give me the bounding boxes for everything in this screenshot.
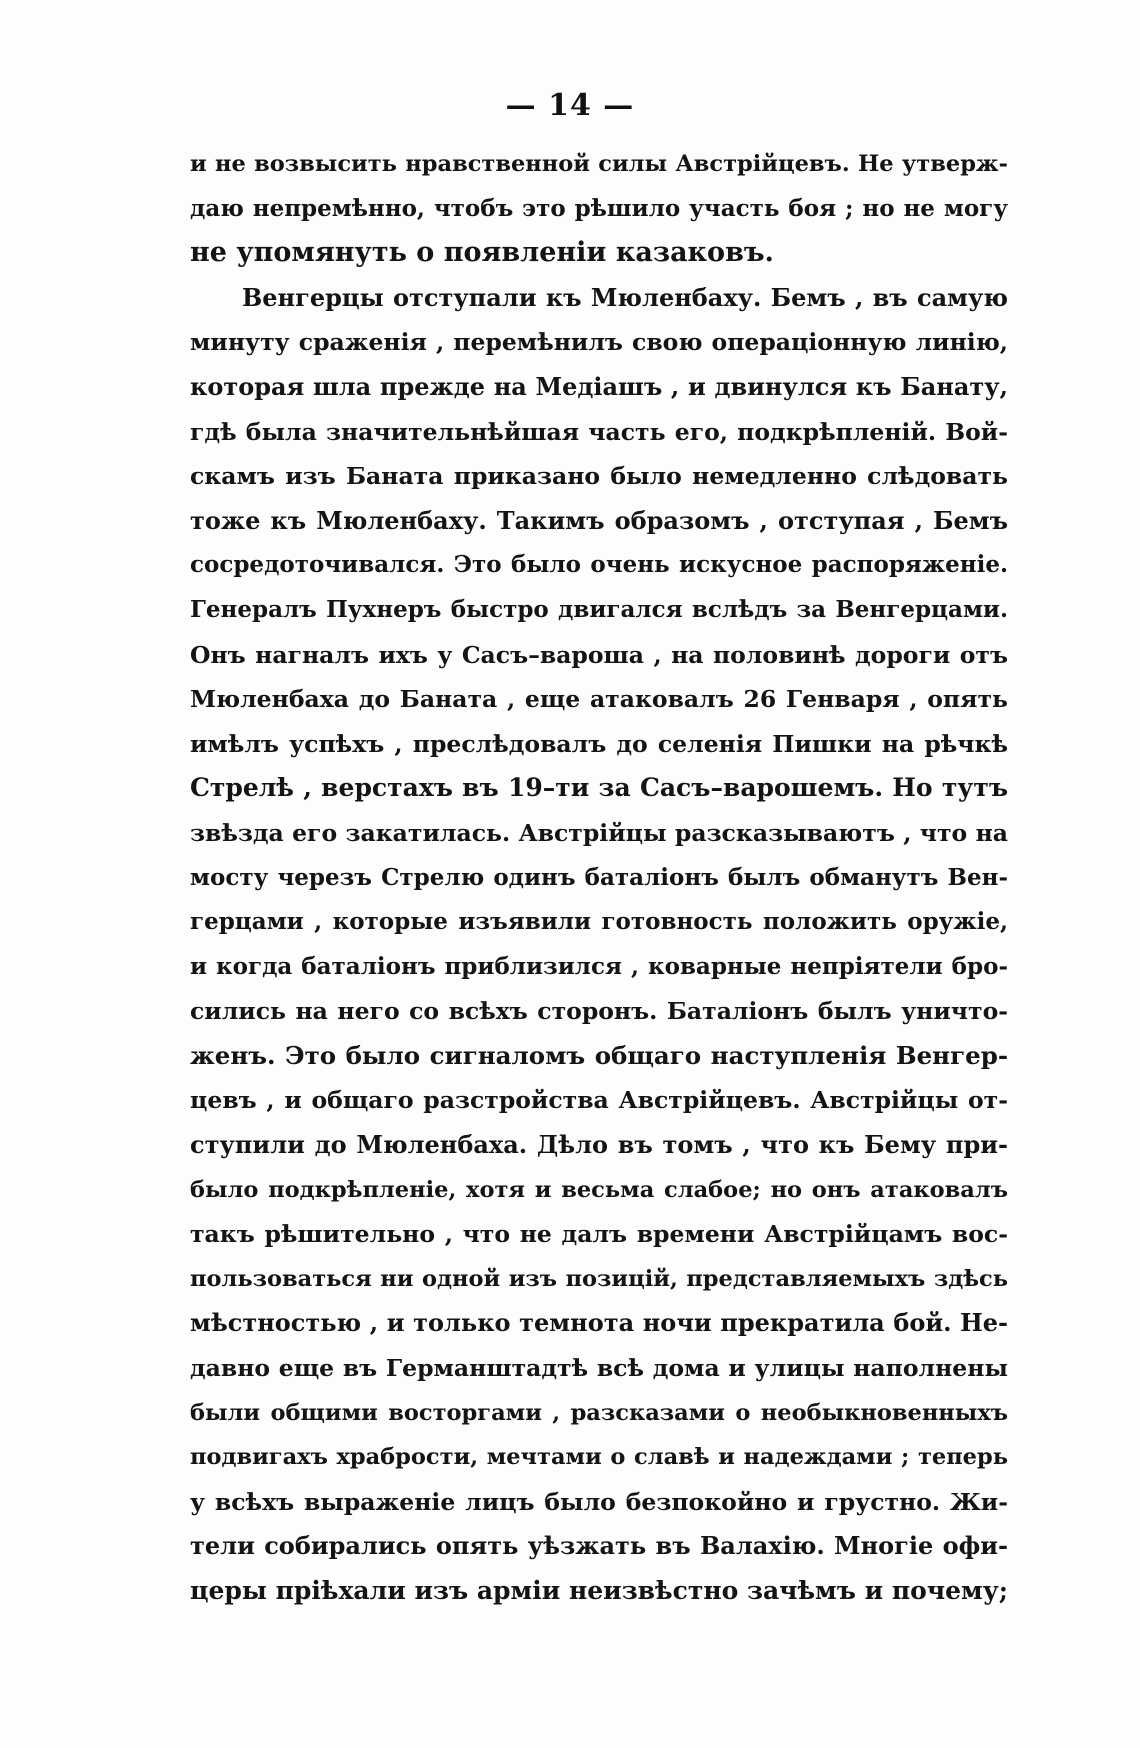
text-line: Генералъ Пухнеръ быстро двигался вслѣдъ за Венгерцами. (190, 595, 1008, 623)
text-line: тели собирались опять уѣзжать въ Валахію. Многіе офи- (190, 1531, 1008, 1561)
page-number: — 14 — (505, 88, 635, 123)
text-line: подвигахъ храбрости, мечтами о славѣ и надеждами ; теперь (190, 1444, 1008, 1471)
text-line: и когда баталіонъ приблизился , коварные непріятели бро- (190, 952, 1008, 980)
text-line: Венгерцы отступали къ Мюленбаху. Бемъ , въ самую (242, 282, 1008, 312)
text-line: гдѣ была значительнѣйшая часть его, подкрѣпленій. Вой- (190, 417, 1008, 446)
text-line: цевъ , и общаго разстройства Австрійцевъ. Австрійцы от- (190, 1086, 1008, 1115)
text-line: сились на него со всѣхъ сторонъ. Баталіонъ былъ уничто- (190, 997, 1008, 1026)
text-line: и не возвысить нравственной силы Австрійцевъ. Не утверж- (190, 151, 1008, 177)
text-line: были общими восторгами , разсказами о необыкновенныхъ (190, 1399, 1008, 1426)
text-line: женъ. Это было сигналомъ общаго наступленія Венгер- (190, 1040, 1008, 1070)
text-line: ступили до Мюленбаха. Дѣло въ томъ , что къ Бему при- (190, 1130, 1008, 1160)
text-line: даю непремѣнно, чтобъ это рѣшило участь боя ; но не могу (190, 194, 1008, 222)
text-line: такъ рѣшительно , что не далъ времени Австрійцамъ вос- (190, 1220, 1008, 1249)
text-line: было подкрѣпленіе, хотя и весьма слабое; но онъ атаковалъ (190, 1176, 1008, 1203)
text-line: давно еще въ Германштадтѣ всѣ дома и улицы наполнены (190, 1354, 1008, 1383)
text-line: скамъ изъ Баната приказано было немедленно слѣдовать (190, 462, 1008, 491)
text-line: звѣзда его закатилась. Австрійцы разсказываютъ , что на (190, 818, 1008, 847)
text-line: тоже къ Мюленбаху. Такимъ образомъ , отступая , Бемъ (190, 505, 1008, 535)
text-line: не упомянуть о появленіи казаковъ. (190, 237, 774, 269)
text-line: пользоваться ни одной изъ позицій, представляемыхъ здѣсь (190, 1265, 1008, 1292)
text-line: Онъ нагналъ ихъ у Сасъ–вароша , на половинѣ дороги отъ (190, 640, 1008, 669)
text-line: имѣлъ успѣхъ , преслѣдовалъ до селенія Пишки на рѣчкѣ (190, 729, 1008, 758)
text-line: сосредоточивался. Это было очень искусное распоряженіе. (190, 551, 1008, 579)
text-line: Стрелѣ , верстахъ въ 19–ти за Сасъ–варошемъ. Но тутъ (190, 773, 1008, 803)
text-line: минуту сраженія , перемѣнилъ свою операціонную линію, (190, 328, 1008, 357)
body-text (190, 142, 1008, 1614)
text-line: мѣстностью , и только темнота ночи прекратила бой. Не- (190, 1308, 1008, 1338)
text-line: герцами , которые изъявили готовность положить оружіе, (190, 908, 1008, 936)
text-line: церы пріѣхали изъ арміи неизвѣстно зачѣмъ и почему; (190, 1576, 1008, 1605)
text-line: у всѣхъ выраженіе лицъ было безпокойно и грустно. Жи- (190, 1487, 1008, 1516)
text-line: мосту черезъ Стрелю одинъ баталіонъ былъ обманутъ Вен- (190, 863, 1008, 891)
text-line: которая шла прежде на Медіашъ , и двинулся къ Банату, (190, 371, 1008, 401)
text-line: Мюленбаха до Баната , еще атаковалъ 26 Генваря , опять (190, 685, 1008, 714)
